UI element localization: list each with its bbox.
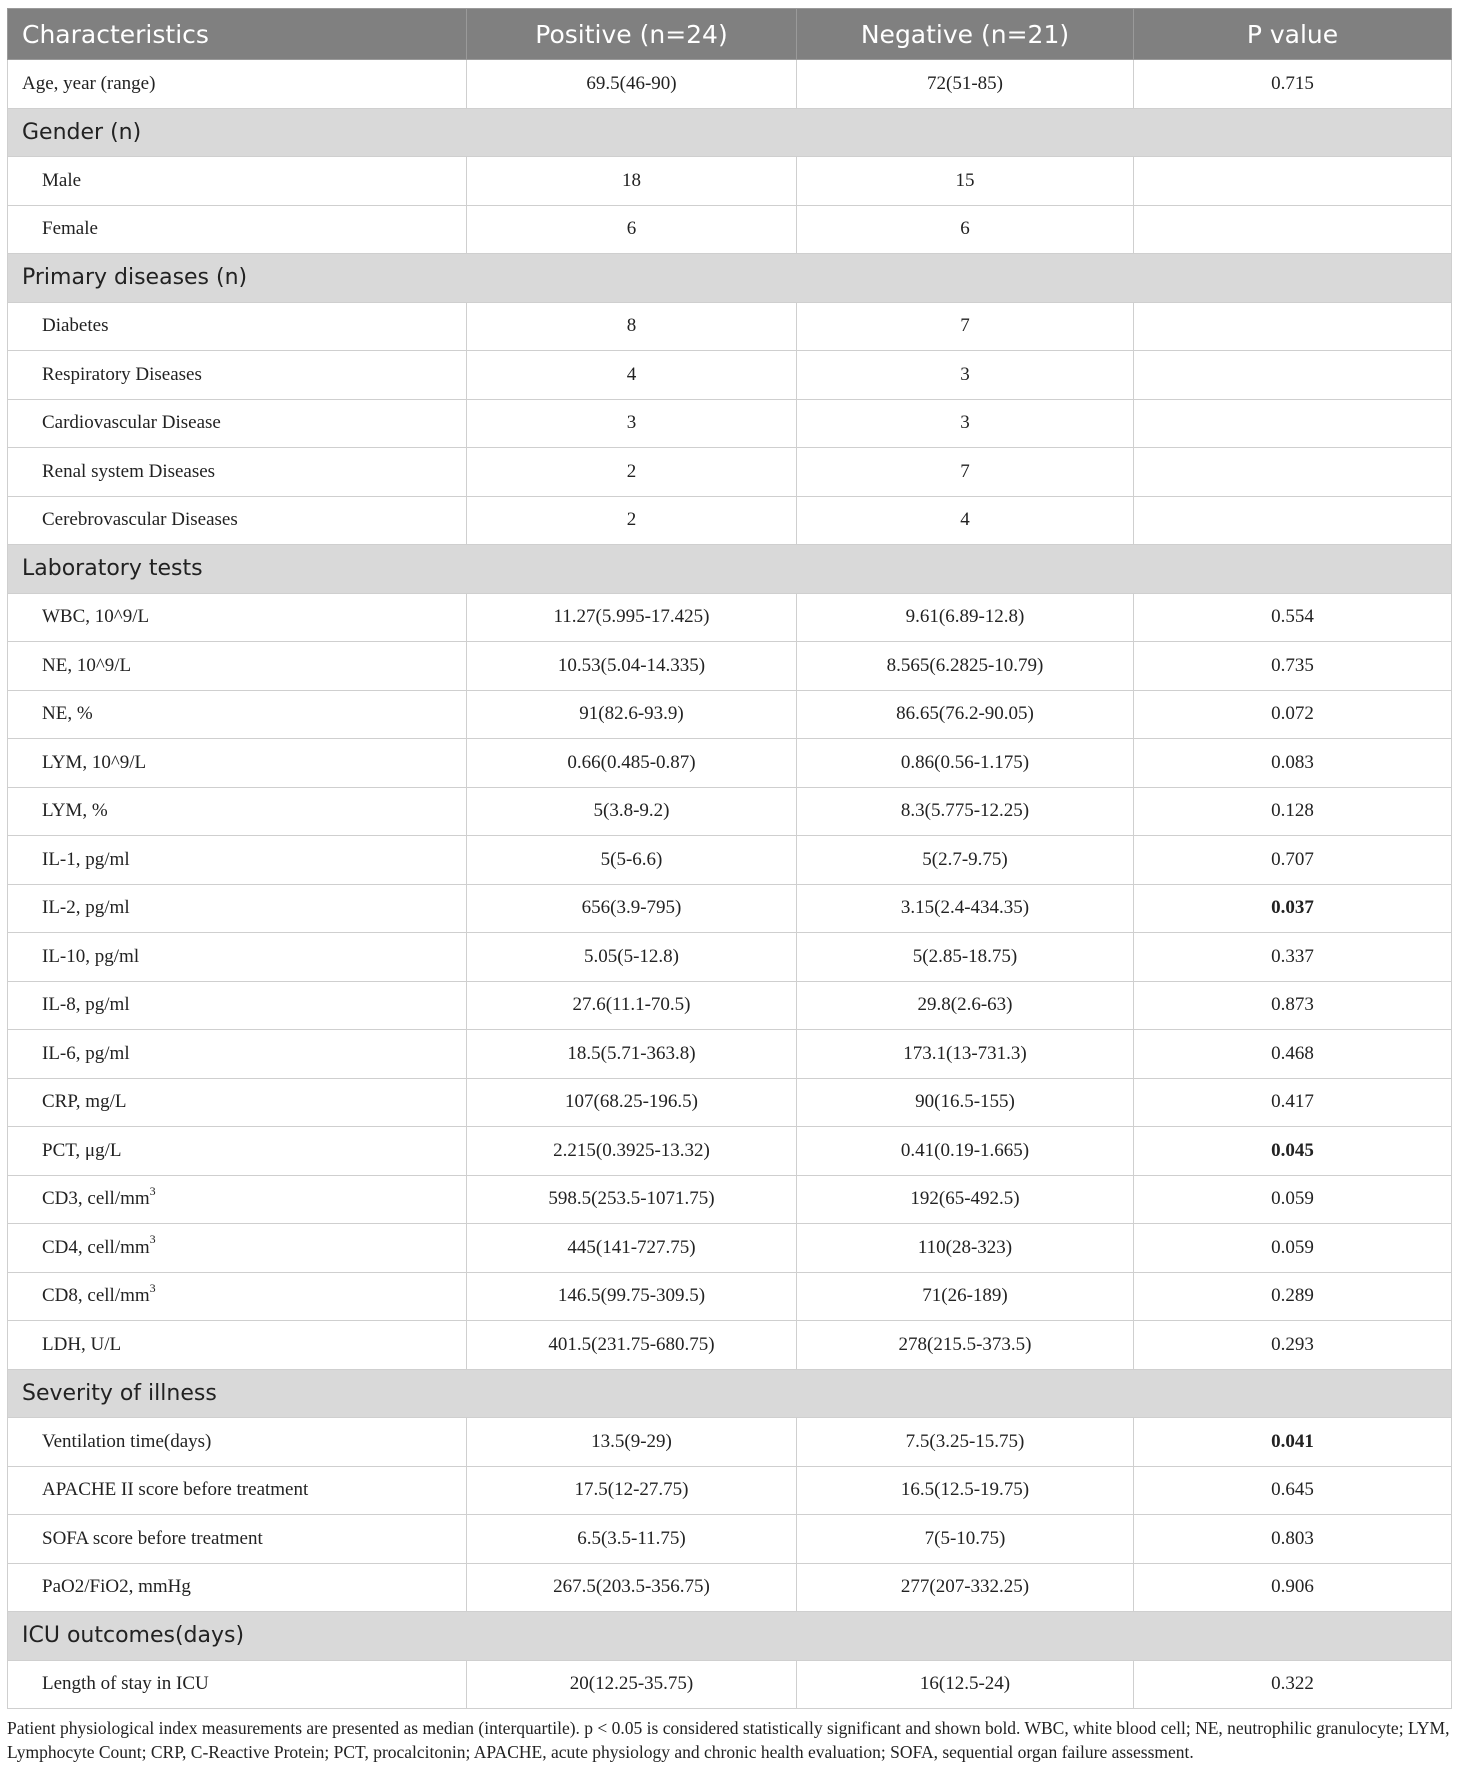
table-row — [8, 302, 1452, 351]
positive-value: 6 — [467, 205, 797, 254]
table-row — [8, 157, 1452, 206]
row-label-cell — [8, 351, 467, 400]
table-row — [8, 60, 1452, 109]
positive-value: 27.6(11.1-70.5) — [467, 981, 797, 1030]
p-value: 0.045 — [1134, 1127, 1452, 1176]
table-row — [8, 1321, 1452, 1370]
p-value: 0.468 — [1134, 1030, 1452, 1079]
row-label-cell — [8, 739, 467, 788]
row-label-cell — [8, 642, 467, 691]
unit-superscript: 3 — [149, 1232, 156, 1247]
header-negative: Negative (n=21) — [797, 9, 1134, 60]
p-value: 0.293 — [1134, 1321, 1452, 1370]
table-row — [8, 448, 1452, 497]
row-label-cell — [8, 496, 467, 545]
negative-value: 3.15(2.4-434.35) — [797, 884, 1134, 933]
table-row — [8, 351, 1452, 400]
negative-value: 5(2.7-9.75) — [797, 836, 1134, 885]
row-label-cell — [8, 836, 467, 885]
positive-value: 18.5(5.71-363.8) — [467, 1030, 797, 1079]
negative-value: 0.86(0.56-1.175) — [797, 739, 1134, 788]
table-row — [8, 690, 1452, 739]
negative-value: 7(5-10.75) — [797, 1515, 1134, 1564]
negative-value: 15 — [797, 157, 1134, 206]
negative-value: 86.65(76.2-90.05) — [797, 690, 1134, 739]
table-row — [8, 1418, 1452, 1467]
p-value — [1134, 448, 1452, 497]
header-p-value: P value — [1134, 9, 1452, 60]
row-label-cell — [8, 1321, 467, 1370]
negative-value: 7 — [797, 448, 1134, 497]
table-body — [8, 60, 1452, 1709]
p-value: 0.707 — [1134, 836, 1452, 885]
header-characteristics: Characteristics — [8, 9, 467, 60]
positive-value: 2.215(0.3925-13.32) — [467, 1127, 797, 1176]
row-label-cell — [8, 399, 467, 448]
row-label: CD8, cell/mm — [42, 1285, 150, 1307]
row-label-cell — [8, 787, 467, 836]
row-label: Diabetes — [42, 315, 109, 337]
table-row — [8, 642, 1452, 691]
row-label: WBC, 10^9/L — [42, 606, 150, 628]
negative-value: 4 — [797, 496, 1134, 545]
table-row — [8, 593, 1452, 642]
negative-value: 8.3(5.775-12.25) — [797, 787, 1134, 836]
table-row — [8, 1660, 1452, 1709]
row-label-cell — [8, 60, 467, 109]
positive-value: 4 — [467, 351, 797, 400]
characteristics-table — [7, 8, 1452, 1709]
row-label: SOFA score before treatment — [42, 1527, 263, 1549]
row-label-cell — [8, 933, 467, 982]
row-label: APACHE II score before treatment — [42, 1479, 309, 1501]
p-value: 0.906 — [1134, 1563, 1452, 1612]
positive-value: 18 — [467, 157, 797, 206]
positive-value: 445(141-727.75) — [467, 1224, 797, 1273]
p-value: 0.083 — [1134, 739, 1452, 788]
p-value: 0.645 — [1134, 1466, 1452, 1515]
row-label: Female — [42, 218, 98, 240]
negative-value: 72(51-85) — [797, 60, 1134, 109]
p-value — [1134, 351, 1452, 400]
header-positive: Positive (n=24) — [467, 9, 797, 60]
negative-value: 9.61(6.89-12.8) — [797, 593, 1134, 642]
table-footnote: Patient physiological index measurements are presented as median (interquartile). p < 0.05 is considered statistically significant and shown bold. WBC, white blood cell; NE, neutrophilic granulocyte; LYM, Lymphocyte Count; CRP, C-Reactive Protein; PCT, procalcitonin; APACHE, acute physiology and chronic health evaluation; SOFA, sequential organ failure assessment. — [7, 1718, 1450, 1762]
p-value: 0.041 — [1134, 1418, 1452, 1467]
positive-value: 5(3.8-9.2) — [467, 787, 797, 836]
negative-value: 16(12.5-24) — [797, 1660, 1134, 1709]
p-value: 0.803 — [1134, 1515, 1452, 1564]
negative-value: 6 — [797, 205, 1134, 254]
characteristics-table-container — [7, 8, 1451, 1709]
p-value: 0.337 — [1134, 933, 1452, 982]
positive-value: 13.5(9-29) — [467, 1418, 797, 1467]
negative-value: 7.5(3.25-15.75) — [797, 1418, 1134, 1467]
row-label: LYM, 10^9/L — [42, 751, 147, 773]
row-label: IL-10, pg/ml — [42, 945, 140, 967]
row-label-cell — [8, 1078, 467, 1127]
row-label: LYM, % — [42, 800, 108, 822]
row-label: Cerebrovascular Diseases — [42, 509, 238, 531]
negative-value: 5(2.85-18.75) — [797, 933, 1134, 982]
section-row — [8, 108, 1452, 157]
unit-superscript: 3 — [149, 1183, 156, 1198]
p-value: 0.289 — [1134, 1272, 1452, 1321]
p-value — [1134, 399, 1452, 448]
table-row — [8, 1563, 1452, 1612]
negative-value: 277(207-332.25) — [797, 1563, 1134, 1612]
p-value: 0.128 — [1134, 787, 1452, 836]
p-value: 0.715 — [1134, 60, 1452, 109]
positive-value: 401.5(231.75-680.75) — [467, 1321, 797, 1370]
row-label-cell — [8, 205, 467, 254]
positive-value: 69.5(46-90) — [467, 60, 797, 109]
row-label: CRP, mg/L — [42, 1091, 127, 1113]
row-label: IL-1, pg/ml — [42, 848, 130, 870]
p-value: 0.059 — [1134, 1175, 1452, 1224]
table-row — [8, 933, 1452, 982]
table-row — [8, 1127, 1452, 1176]
row-label-cell — [8, 981, 467, 1030]
row-label: PCT, μg/L — [42, 1139, 122, 1161]
table-header-row — [8, 9, 1452, 60]
p-value: 0.037 — [1134, 884, 1452, 933]
negative-value: 278(215.5-373.5) — [797, 1321, 1134, 1370]
table-row — [8, 836, 1452, 885]
negative-value: 110(28-323) — [797, 1224, 1134, 1273]
p-value: 0.059 — [1134, 1224, 1452, 1273]
p-value: 0.873 — [1134, 981, 1452, 1030]
positive-value: 20(12.25-35.75) — [467, 1660, 797, 1709]
positive-value: 3 — [467, 399, 797, 448]
table-row — [8, 1515, 1452, 1564]
negative-value: 29.8(2.6-63) — [797, 981, 1134, 1030]
table-row — [8, 496, 1452, 545]
positive-value: 91(82.6-93.9) — [467, 690, 797, 739]
section-row — [8, 1369, 1452, 1418]
table-row — [8, 399, 1452, 448]
section-row — [8, 545, 1452, 594]
p-value — [1134, 302, 1452, 351]
negative-value: 16.5(12.5-19.75) — [797, 1466, 1134, 1515]
p-value: 0.417 — [1134, 1078, 1452, 1127]
row-label: Respiratory Diseases — [42, 363, 202, 385]
row-label-cell — [8, 1175, 467, 1224]
row-label-cell — [8, 884, 467, 933]
table-row — [8, 1466, 1452, 1515]
section-row — [8, 254, 1452, 303]
table-row — [8, 1078, 1452, 1127]
positive-value: 0.66(0.485-0.87) — [467, 739, 797, 788]
row-label: PaO2/FiO2, mmHg — [42, 1576, 191, 1598]
row-label-cell — [8, 1466, 467, 1515]
row-label: Cardiovascular Disease — [42, 412, 221, 434]
row-label-cell — [8, 1418, 467, 1467]
row-label-cell — [8, 1660, 467, 1709]
row-label: LDH, U/L — [42, 1333, 122, 1355]
row-label: Male — [42, 169, 82, 191]
row-label: NE, % — [42, 703, 93, 725]
p-value — [1134, 496, 1452, 545]
negative-value: 0.41(0.19-1.665) — [797, 1127, 1134, 1176]
row-label: IL-2, pg/ml — [42, 897, 130, 919]
table-row — [8, 1030, 1452, 1079]
row-label-cell — [8, 1563, 467, 1612]
negative-value: 7 — [797, 302, 1134, 351]
positive-value: 598.5(253.5-1071.75) — [467, 1175, 797, 1224]
row-label-cell — [8, 1515, 467, 1564]
positive-value: 2 — [467, 448, 797, 497]
positive-value: 5(5-6.6) — [467, 836, 797, 885]
row-label-cell — [8, 448, 467, 497]
table-row — [8, 739, 1452, 788]
section-heading: Gender (n) — [8, 108, 1452, 157]
positive-value: 5.05(5-12.8) — [467, 933, 797, 982]
positive-value: 11.27(5.995-17.425) — [467, 593, 797, 642]
row-label-cell — [8, 690, 467, 739]
table-row — [8, 1272, 1452, 1321]
p-value: 0.072 — [1134, 690, 1452, 739]
positive-value: 107(68.25-196.5) — [467, 1078, 797, 1127]
p-value: 0.554 — [1134, 593, 1452, 642]
table-row — [8, 884, 1452, 933]
positive-value: 146.5(99.75-309.5) — [467, 1272, 797, 1321]
row-label-cell — [8, 302, 467, 351]
p-value — [1134, 205, 1452, 254]
negative-value: 90(16.5-155) — [797, 1078, 1134, 1127]
negative-value: 3 — [797, 399, 1134, 448]
table-row — [8, 1224, 1452, 1273]
row-label: IL-6, pg/ml — [42, 1042, 130, 1064]
positive-value: 10.53(5.04-14.335) — [467, 642, 797, 691]
negative-value: 192(65-492.5) — [797, 1175, 1134, 1224]
p-value: 0.735 — [1134, 642, 1452, 691]
positive-value: 6.5(3.5-11.75) — [467, 1515, 797, 1564]
row-label-cell — [8, 1224, 467, 1273]
section-heading: Primary diseases (n) — [8, 254, 1452, 303]
positive-value: 656(3.9-795) — [467, 884, 797, 933]
row-label-cell — [8, 1030, 467, 1079]
row-label-cell — [8, 1127, 467, 1176]
row-label-cell — [8, 157, 467, 206]
table-row — [8, 787, 1452, 836]
row-label: Length of stay in ICU — [42, 1673, 209, 1695]
positive-value: 17.5(12-27.75) — [467, 1466, 797, 1515]
row-label: CD4, cell/mm — [42, 1236, 150, 1258]
p-value — [1134, 157, 1452, 206]
negative-value: 3 — [797, 351, 1134, 400]
section-heading: Laboratory tests — [8, 545, 1452, 594]
positive-value: 8 — [467, 302, 797, 351]
row-label: IL-8, pg/ml — [42, 994, 130, 1016]
table-row — [8, 205, 1452, 254]
positive-value: 267.5(203.5-356.75) — [467, 1563, 797, 1612]
positive-value: 2 — [467, 496, 797, 545]
p-value: 0.322 — [1134, 1660, 1452, 1709]
negative-value: 71(26-189) — [797, 1272, 1134, 1321]
row-label: Ventilation time(days) — [42, 1430, 212, 1452]
section-row — [8, 1612, 1452, 1661]
section-heading: ICU outcomes(days) — [8, 1612, 1452, 1661]
negative-value: 8.565(6.2825-10.79) — [797, 642, 1134, 691]
negative-value: 173.1(13-731.3) — [797, 1030, 1134, 1079]
row-label-cell — [8, 1272, 467, 1321]
row-label: NE, 10^9/L — [42, 654, 132, 676]
row-label: CD3, cell/mm — [42, 1188, 150, 1210]
section-heading: Severity of illness — [8, 1369, 1452, 1418]
unit-superscript: 3 — [149, 1280, 156, 1295]
table-row — [8, 1175, 1452, 1224]
row-label: Age, year (range) — [22, 72, 156, 94]
row-label-cell — [8, 593, 467, 642]
row-label: Renal system Diseases — [42, 460, 216, 482]
table-row — [8, 981, 1452, 1030]
